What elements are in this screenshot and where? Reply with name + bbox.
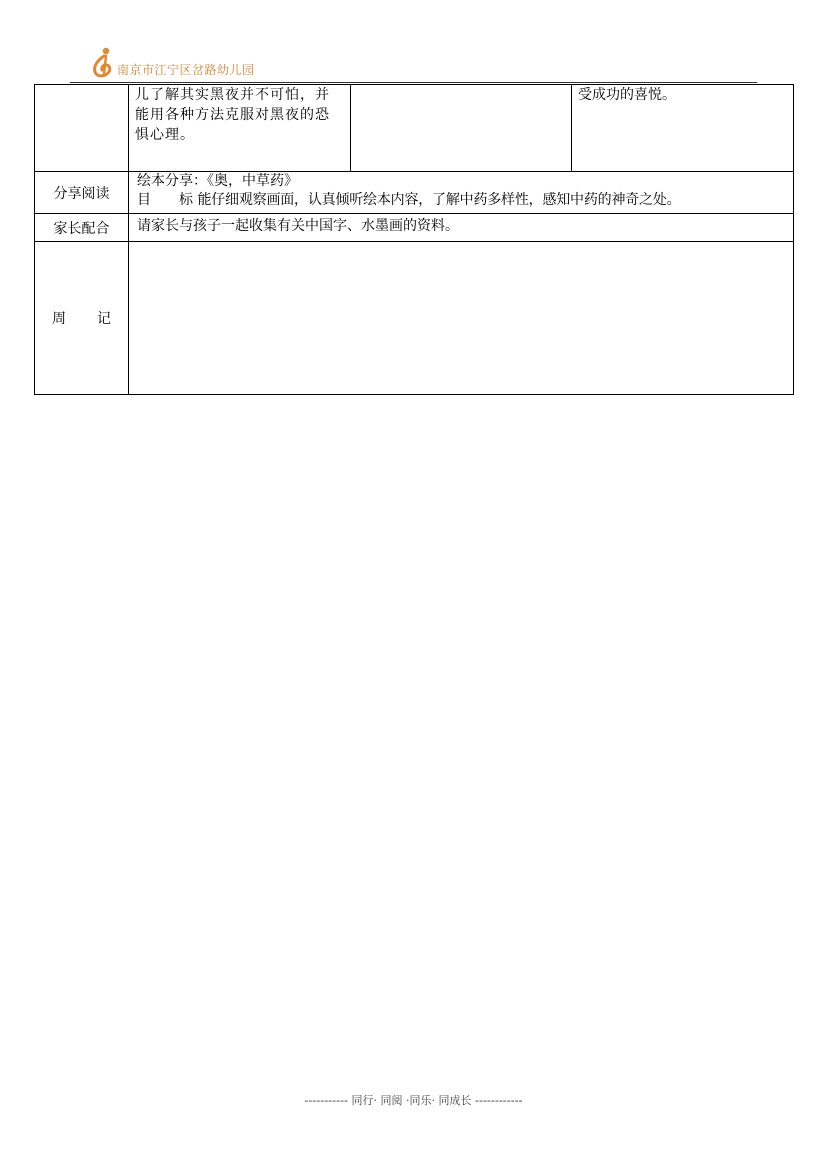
- weekly-notes-label-2: 记: [96, 311, 111, 327]
- table-row: [35, 172, 794, 214]
- page-header: [90, 44, 255, 80]
- footer-dashes-left: -----------: [304, 1094, 349, 1107]
- parent-cooperation-content: [129, 214, 794, 242]
- goal-prefix: 目 标: [137, 192, 193, 208]
- footer-dashes-right: ------------: [475, 1094, 523, 1107]
- header-divider: [70, 82, 757, 83]
- share-reading-book: 绘本分享：《奥，中草药》: [137, 173, 298, 189]
- empty-label-cell: [35, 85, 129, 172]
- kindergarten-logo-icon: [90, 44, 116, 80]
- parent-cooperation-text: 请家长与孩子一起收集有关中国字、水墨画的资料。: [137, 218, 459, 234]
- weekly-notes-content: [129, 242, 794, 395]
- parent-cooperation-label: 家长配合: [35, 214, 129, 242]
- share-reading-goal: [137, 191, 787, 210]
- share-reading-label: 分享阅读: [35, 172, 129, 214]
- activity-result-text: 受成功的喜悦。: [578, 87, 676, 103]
- share-reading-content: [129, 172, 794, 214]
- empty-cell: [351, 85, 572, 172]
- activity-goal-text: 儿了解其实黑夜并不可怕，并能用各种方法克服对黑夜的恐惧心理。: [135, 87, 330, 143]
- school-name: 南京市江宁区岔路幼儿园: [117, 63, 255, 77]
- weekly-notes-label-1: 周: [52, 311, 67, 327]
- table-row: [35, 214, 794, 242]
- activity-result-cell: [572, 85, 794, 172]
- weekly-plan-table: [34, 84, 794, 395]
- page-footer: [0, 1092, 827, 1108]
- table-row: [35, 242, 794, 395]
- footer-slogan: 同行· 同阅 ·同乐· 同成长: [351, 1094, 472, 1107]
- goal-text: 能仔细观察画面，认真倾听绘本内容，了解中药多样性，感知中药的神奇之处。: [197, 192, 681, 208]
- weekly-notes-label: [35, 242, 129, 395]
- table-row: [35, 85, 794, 172]
- activity-goal-cell: [129, 85, 351, 172]
